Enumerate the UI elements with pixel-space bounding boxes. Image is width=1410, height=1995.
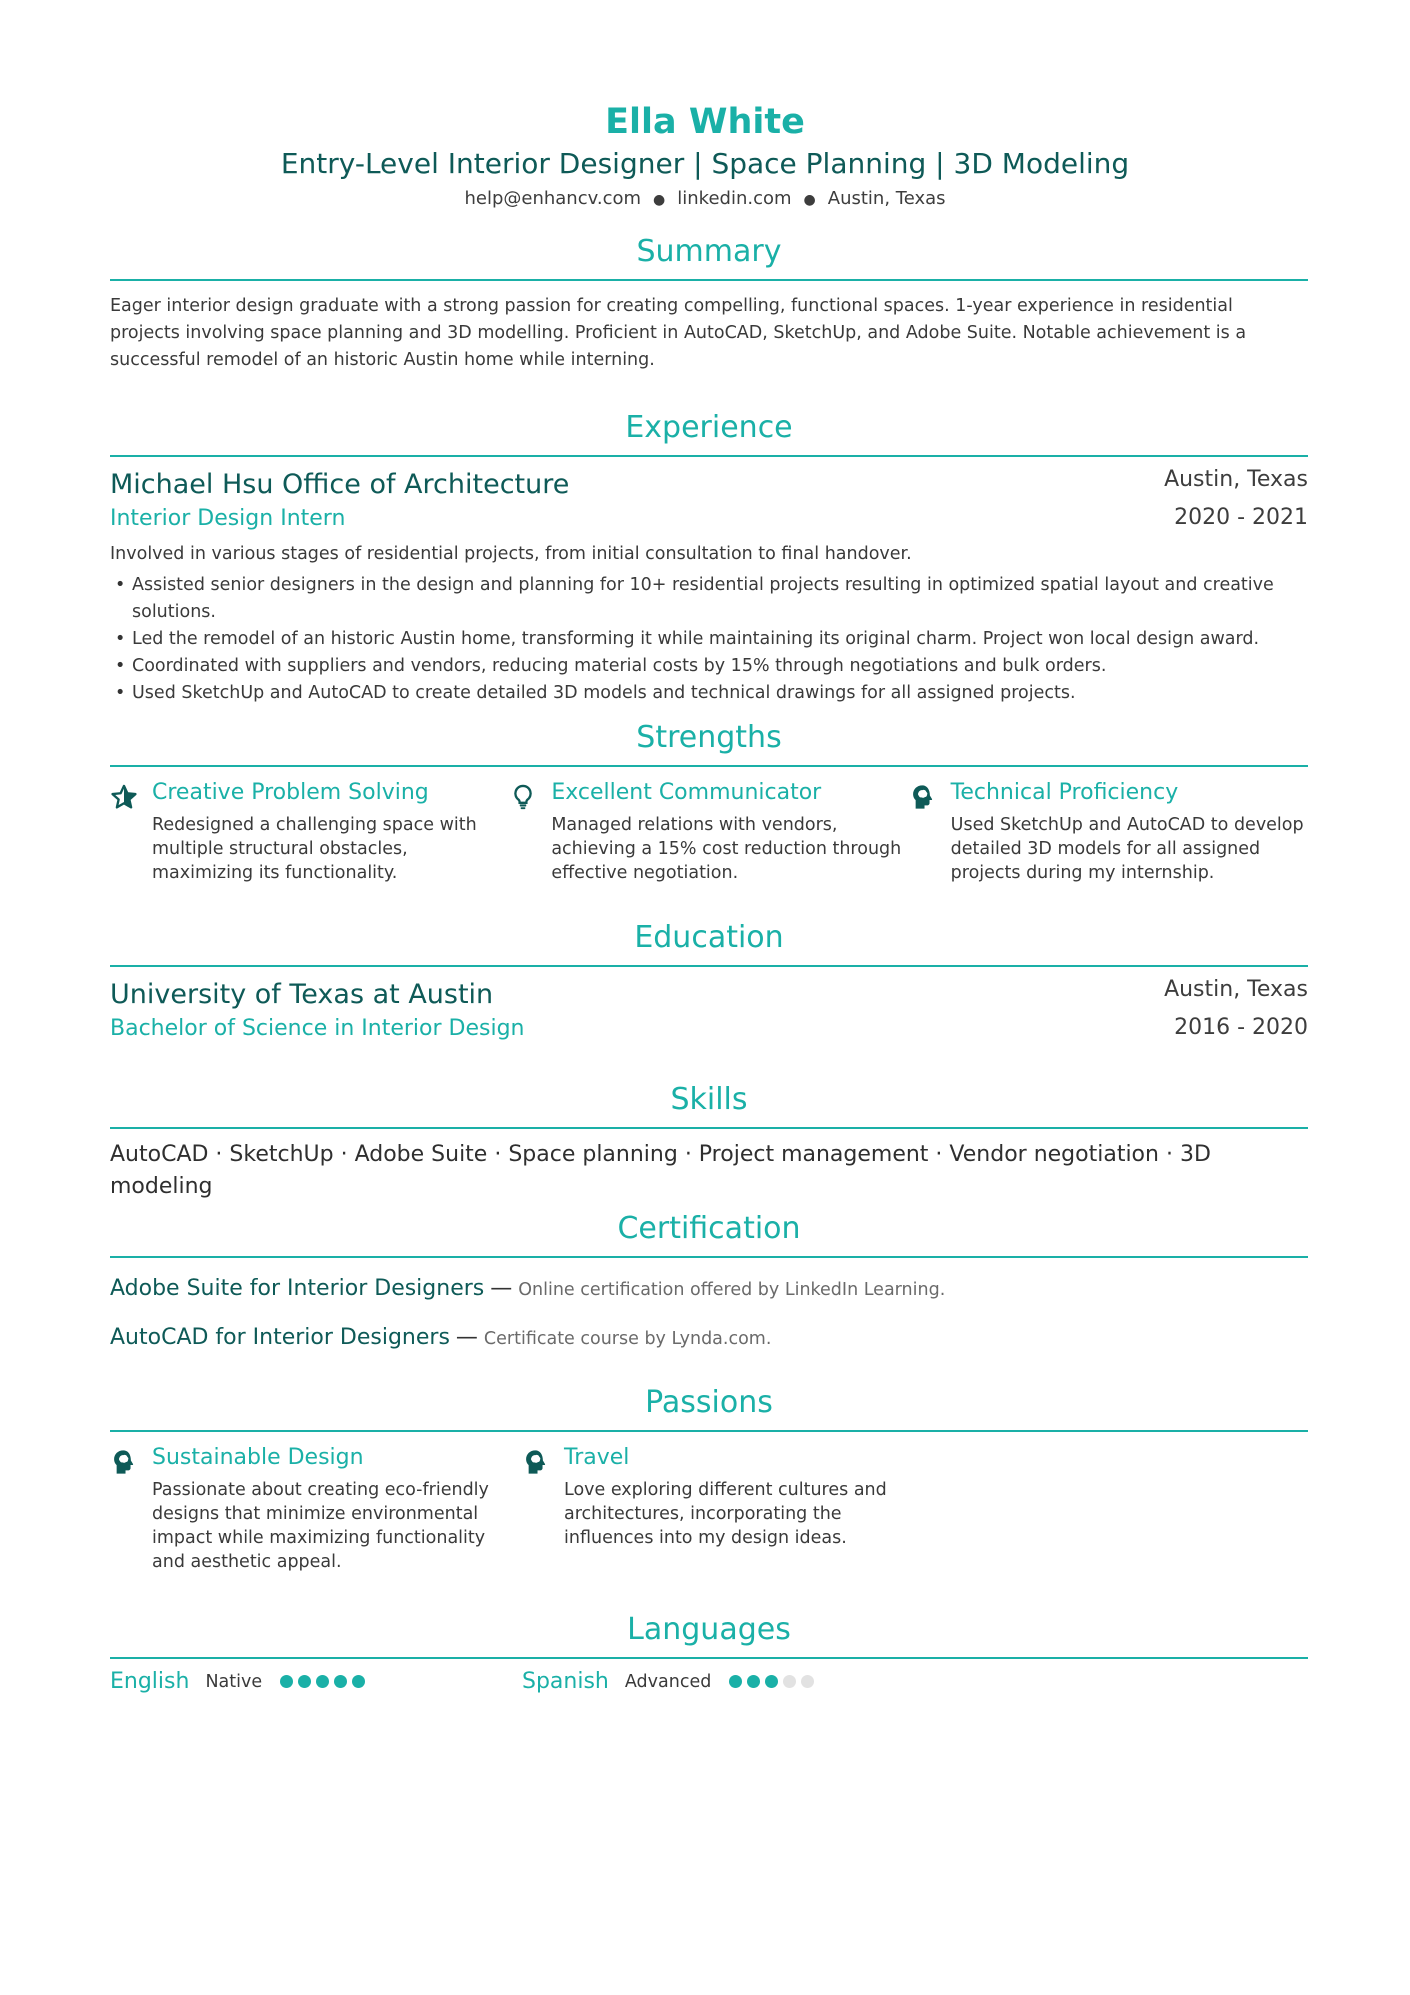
list-item: • Assisted senior designers in the design and planning for 10+ residential projects resulting in optimized spatial layout and creative solutions. xyxy=(110,572,1308,626)
contact-email[interactable]: help@enhancv.com xyxy=(464,188,642,209)
experience-section xyxy=(110,408,1308,707)
section-divider xyxy=(110,765,1308,767)
language-level: Advanced xyxy=(624,1671,712,1692)
job-location: Austin, Texas xyxy=(1164,467,1308,492)
candidate-name: Ella White xyxy=(605,102,805,142)
contact-linkedin[interactable]: linkedin.com xyxy=(677,188,792,209)
section-divider xyxy=(110,965,1308,967)
section-divider xyxy=(110,279,1308,281)
rating-dot-filled xyxy=(280,1675,293,1688)
passion-title: Sustainable Design xyxy=(152,1445,364,1470)
strengths-section xyxy=(110,718,1308,885)
education-dates: 2016 - 2020 xyxy=(1174,1015,1308,1040)
rating-dot-filled xyxy=(298,1675,311,1688)
candidate-title: Entry-Level Interior Designer | Space Planning | 3D Modeling xyxy=(280,147,1130,180)
language-rating xyxy=(729,1675,819,1688)
contact-line xyxy=(0,186,1410,213)
separator-dot: ● xyxy=(803,192,816,208)
language-item xyxy=(110,1669,522,1694)
certification-name: AutoCAD for Interior Designers xyxy=(110,1325,450,1350)
language-rating xyxy=(280,1675,370,1688)
rating-dot-filled xyxy=(747,1675,760,1688)
language-level: Native xyxy=(205,1671,263,1692)
passion-title: Travel xyxy=(564,1445,630,1470)
lightbulb-icon xyxy=(509,783,537,811)
section-title: Education xyxy=(634,920,784,955)
strength-item xyxy=(909,777,1308,885)
strength-desc: Managed relations with vendors, achieving a 15% cost reduction through effective negotiation. xyxy=(551,815,902,883)
summary-section xyxy=(110,232,1308,374)
rating-dot-filled xyxy=(316,1675,329,1688)
certification-item xyxy=(110,1319,1308,1358)
section-title: Strengths xyxy=(636,720,782,755)
certification-name: Adobe Suite for Interior Designers xyxy=(110,1276,485,1301)
list-item: • Led the remodel of an historic Austin home, transforming it while maintaining its original charm. Project won local design award. xyxy=(110,626,1308,653)
job-role: Interior Design Intern xyxy=(110,506,346,531)
section-divider xyxy=(110,1657,1308,1659)
star-icon xyxy=(110,783,138,811)
certification-separator: — xyxy=(490,1276,513,1301)
certification-desc: Online certification offered by LinkedIn Learning. xyxy=(518,1280,946,1300)
passion-desc: Passionate about creating eco-friendly designs that minimize environmental impact while maximizing functionality and aesthetic appeal. xyxy=(152,1480,489,1572)
strength-title: Creative Problem Solving xyxy=(152,780,429,805)
rating-dot-empty xyxy=(783,1675,796,1688)
language-name: Spanish xyxy=(522,1669,609,1694)
job-bullets xyxy=(110,572,1308,707)
rating-dot-filled xyxy=(765,1675,778,1688)
passion-item xyxy=(110,1442,522,1574)
section-divider xyxy=(110,1256,1308,1258)
experience-entry xyxy=(110,467,1308,707)
summary-text: Eager interior design graduate with a strong passion for creating compelling, functional spaces. 1-year experience in residential projects involving space planning and 3D modelling. Proficient in AutoCAD, SketchUp, and Adobe Suite. Notable achievement is a successful remodel of an historic Austin home while interning. xyxy=(110,296,1247,370)
passions-section xyxy=(110,1383,1308,1574)
section-title: Skills xyxy=(670,1082,748,1117)
school-location: Austin, Texas xyxy=(1164,977,1308,1002)
education-entry xyxy=(110,977,1308,1045)
passion-desc: Love exploring different cultures and architectures, incorporating the influences into my design ideas. xyxy=(564,1480,887,1548)
section-title: Passions xyxy=(645,1385,773,1420)
head-brain-icon xyxy=(110,1448,138,1476)
certification-desc: Certificate course by Lynda.com. xyxy=(483,1329,772,1349)
certification-item xyxy=(110,1270,1308,1309)
job-description: Involved in various stages of residential projects, from initial consultation to final handover. xyxy=(110,544,912,564)
section-divider xyxy=(110,1430,1308,1432)
job-dates: 2020 - 2021 xyxy=(1174,505,1308,530)
section-title: Summary xyxy=(636,234,782,269)
strength-title: Technical Proficiency xyxy=(950,780,1179,805)
separator-dot: ● xyxy=(653,192,666,208)
head-brain-icon xyxy=(909,783,937,811)
company-name: Michael Hsu Office of Architecture xyxy=(110,469,570,500)
strength-title: Excellent Communicator xyxy=(551,780,822,805)
strength-desc: Used SketchUp and AutoCAD to develop detailed 3D models for all assigned projects during my internship. xyxy=(950,815,1304,883)
language-name: English xyxy=(110,1669,190,1694)
strength-item xyxy=(509,777,908,885)
section-title: Experience xyxy=(625,410,793,445)
rating-dot-filled xyxy=(729,1675,742,1688)
skills-list: AutoCAD · SketchUp · Adobe Suite · Space planning · Project management · Vendor negotiation · 3D modeling xyxy=(110,1142,1211,1199)
resume-header xyxy=(0,100,1410,213)
section-title: Languages xyxy=(627,1612,791,1647)
contact-location: Austin, Texas xyxy=(827,188,946,209)
list-item: • Coordinated with suppliers and vendors, reducing material costs by 15% through negotiations and bulk orders. xyxy=(110,653,1308,680)
strength-desc: Redesigned a challenging space with multiple structural obstacles, maximizing its functionality. xyxy=(152,815,477,883)
rating-dot-empty xyxy=(801,1675,814,1688)
skills-section xyxy=(110,1080,1308,1203)
section-divider xyxy=(110,1127,1308,1129)
head-brain-icon xyxy=(522,1448,550,1476)
rating-dot-filled xyxy=(352,1675,365,1688)
certification-section xyxy=(110,1209,1308,1358)
language-item xyxy=(522,1669,934,1694)
section-divider xyxy=(110,455,1308,457)
rating-dot-filled xyxy=(334,1675,347,1688)
languages-list xyxy=(110,1669,1308,1694)
degree: Bachelor of Science in Interior Design xyxy=(110,1016,525,1041)
strength-item xyxy=(110,777,509,885)
strengths-list xyxy=(110,777,1308,885)
languages-section xyxy=(110,1610,1308,1694)
education-section xyxy=(110,918,1308,1045)
school-name: University of Texas at Austin xyxy=(110,979,494,1010)
passion-item xyxy=(522,1442,934,1574)
passions-list xyxy=(110,1442,1308,1574)
section-title: Certification xyxy=(617,1211,801,1246)
list-item: • Used SketchUp and AutoCAD to create detailed 3D models and technical drawings for all assigned projects. xyxy=(110,680,1308,707)
certification-separator: — xyxy=(455,1325,478,1350)
